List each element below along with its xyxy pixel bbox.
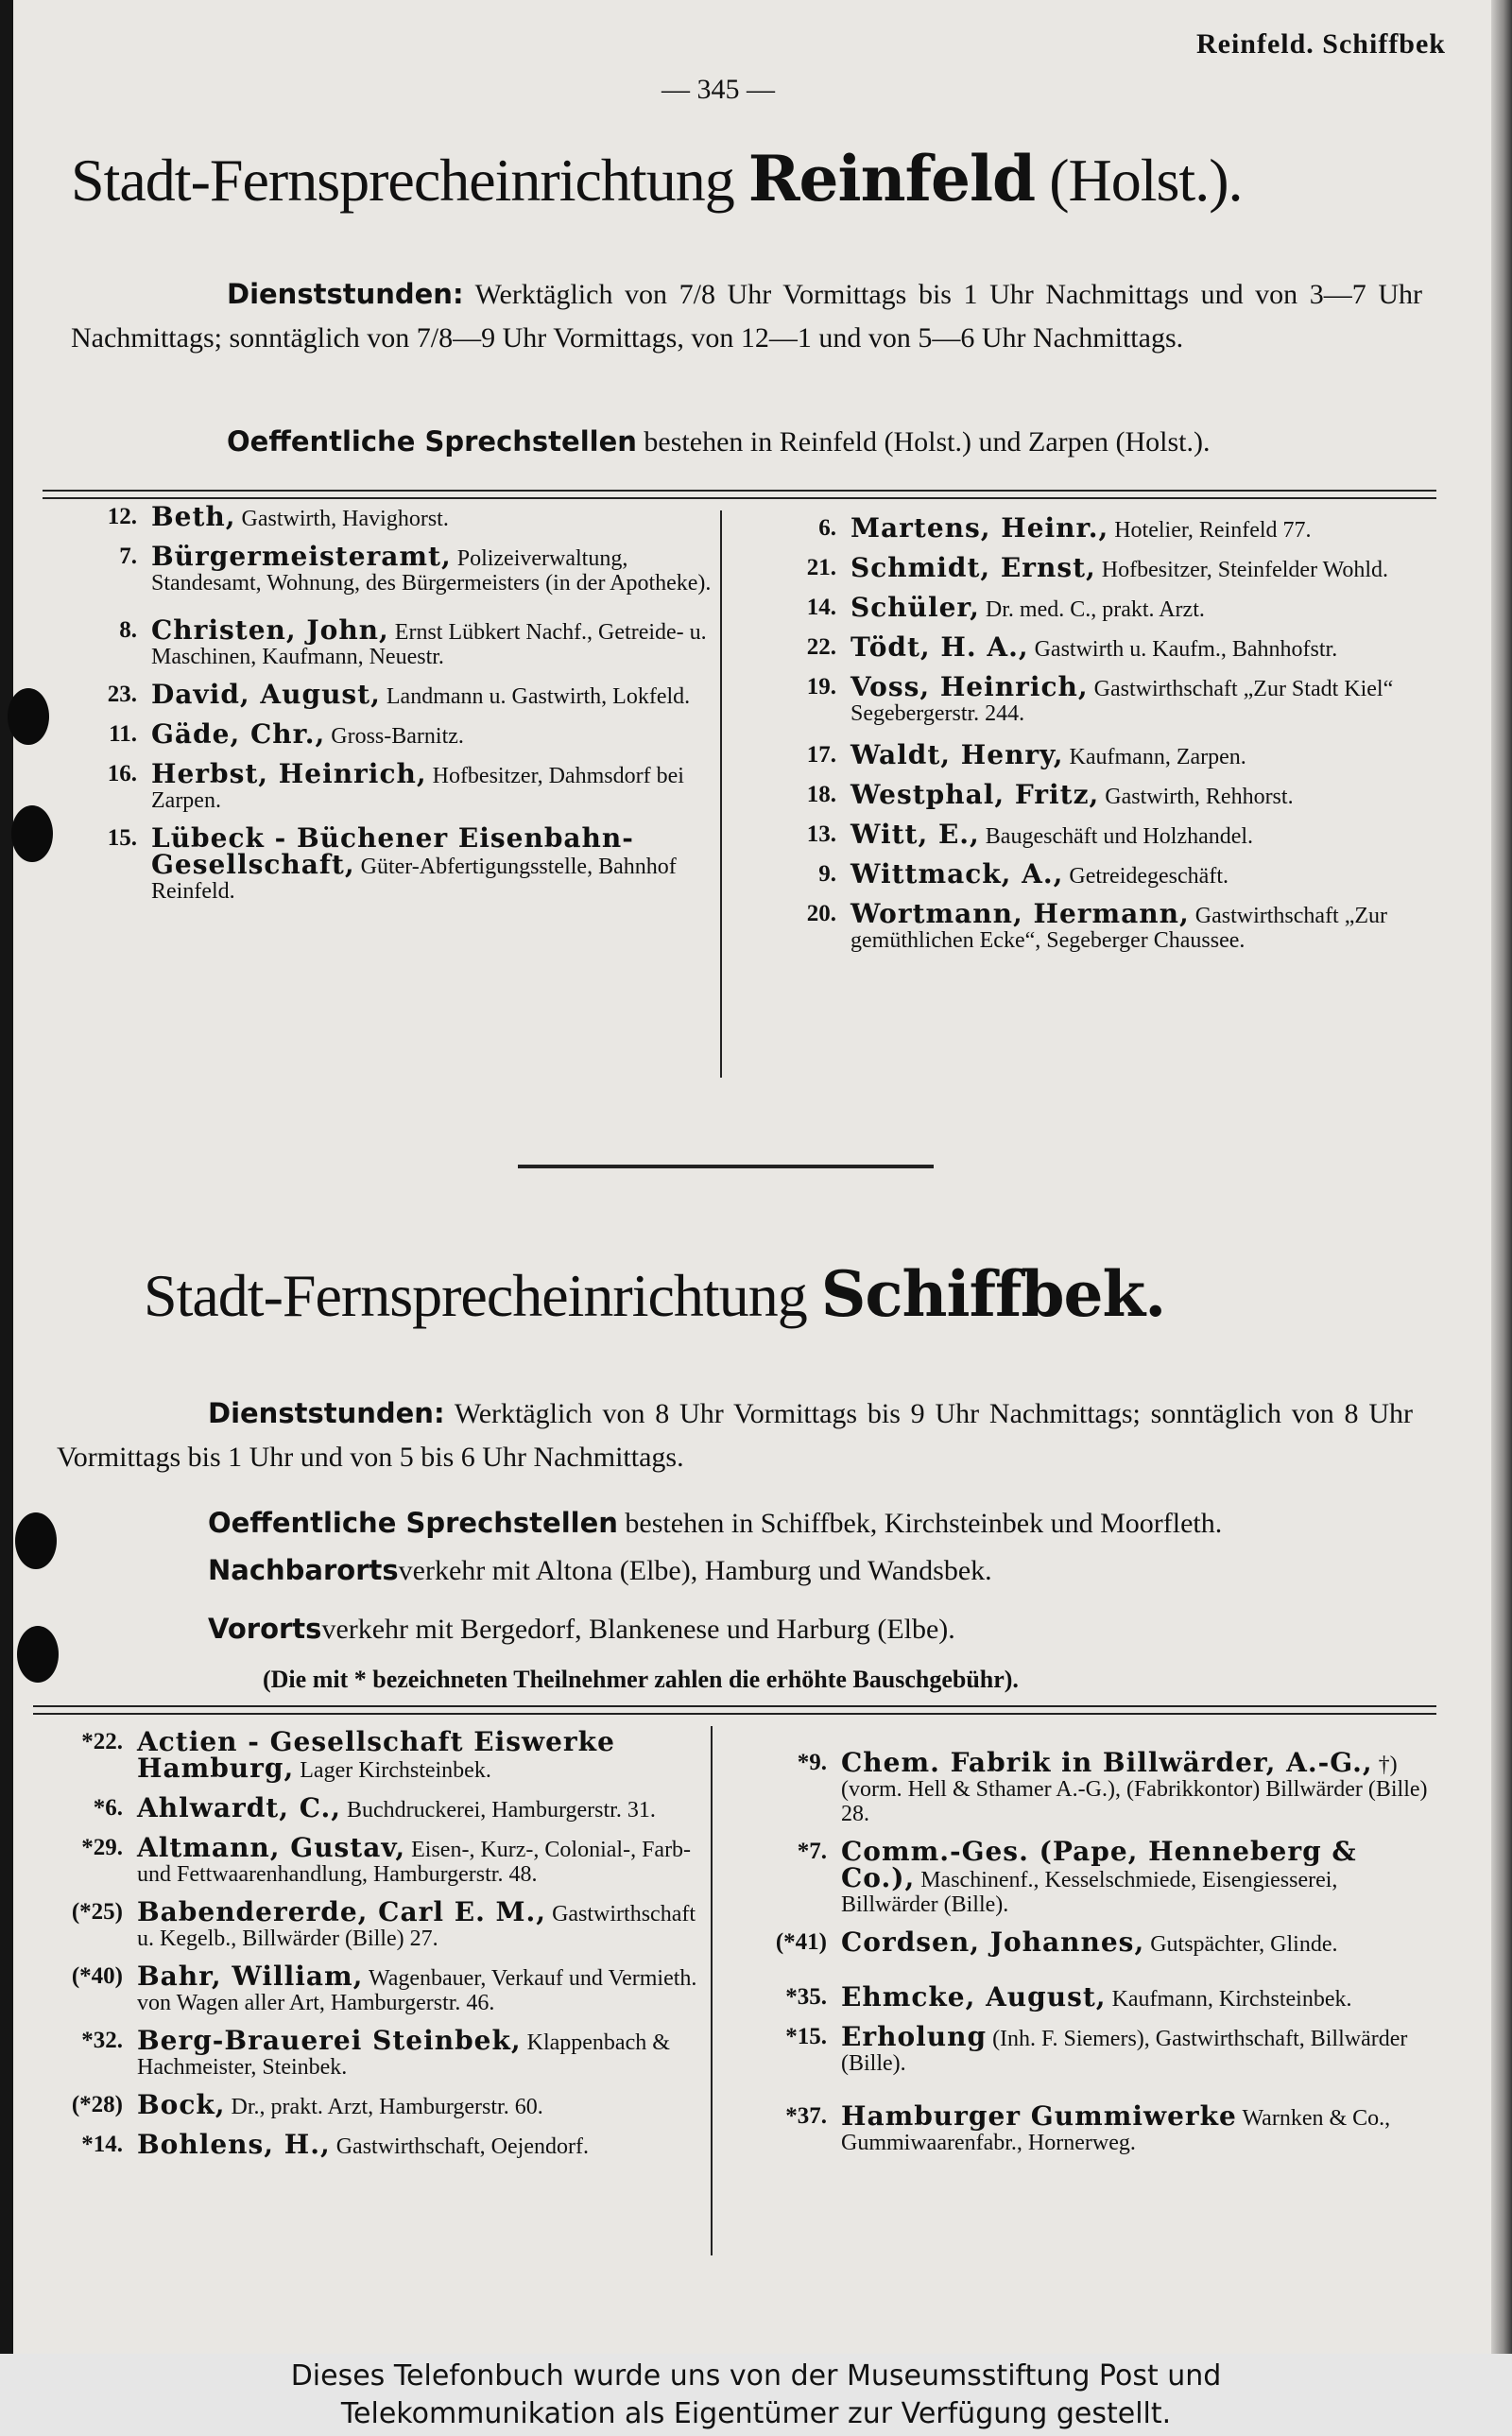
rule xyxy=(43,490,1436,492)
punch-hole xyxy=(15,1512,57,1569)
title-prefix: Stadt-Fernsprecheinrichtung xyxy=(144,1262,807,1329)
list-item: *9. Chem. Fabrik in Billwärder, A.-G., †) (vorm. Hell & Sthamer A.-G.), (Fabrikkontor) Billwärder (Bille) 28. xyxy=(797,1747,1428,1826)
schiffbek-title xyxy=(144,1257,1165,1331)
title-name: Schiffbek. xyxy=(820,1257,1166,1331)
list-item: 7. Bürgermeisteramt, Polizeiverwaltung, Standesamt, Wohnung, des Bürgermeisters (in der Apotheke). xyxy=(119,541,712,596)
schiffbek-left-column xyxy=(33,1726,706,2172)
hours-label: Dienststunden: xyxy=(227,278,464,310)
list-item: 14. Schüler, Dr. med. C., prakt. Arzt. xyxy=(806,592,1205,623)
list-item: 17. Waldt, Henry, Kaufmann, Zarpen. xyxy=(806,739,1246,770)
list-item: *29. Altmann, Gustav, Eisen-, Kurz-, Colonial-, Farb- und Fettwaarenhandlung, Hamburgerstr. 48. xyxy=(81,1832,692,1887)
public-text: bestehen in Schiffbek, Kirchsteinbek und Moorfleth. xyxy=(625,1508,1223,1539)
list-item: *14. Bohlens, H., Gastwirthschaft, Oejendorf. xyxy=(81,2129,589,2160)
hours-label: Dienststunden: xyxy=(208,1397,445,1429)
schiffbek-right-column xyxy=(737,1747,1432,2168)
list-item: 12. Beth, Gastwirth, Havighorst. xyxy=(107,501,449,532)
list-item: *32. Berg-Brauerei Steinbek, Klappenbach & Hachmeister, Steinbek. xyxy=(81,2025,670,2080)
list-item: 6. Martens, Heinr., Hotelier, Reinfeld 77. xyxy=(818,512,1312,544)
list-item: 18. Westphal, Fritz, Gastwirth, Rehhorst. xyxy=(806,779,1294,810)
list-item: 13. Witt, E., Baugeschäft und Holzhandel. xyxy=(806,819,1254,850)
scan-right-edge xyxy=(1491,0,1512,2354)
list-item: 16. Herbst, Heinrich, Hofbesitzer, Dahmsdorf bei Zarpen. xyxy=(107,758,684,813)
reinfeld-public xyxy=(227,420,1436,464)
list-item: 19. Voss, Heinrich, Gastwirthschaft „Zur Stadt Kiel“ Segebergerstr. 244. xyxy=(806,671,1394,726)
neighbor-text: verkehr mit Altona (Elbe), Hamburg und Wandsbek. xyxy=(398,1555,992,1586)
title-prefix: Stadt-Fernsprecheinrichtung xyxy=(71,147,734,214)
list-item: 20. Wortmann, Hermann, Gastwirthschaft „Zur gemüthlichen Ecke“, Segeberger Chaussee. xyxy=(806,898,1388,953)
public-label: Oeffentliche Sprechstellen xyxy=(227,425,637,458)
schiffbek-neighbor xyxy=(208,1548,1436,1593)
list-item: 21. Schmidt, Ernst, Hofbesitzer, Steinfelder Wohld. xyxy=(806,552,1389,583)
reinfeld-hours xyxy=(71,272,1422,360)
rule xyxy=(43,497,1436,499)
page-number: — 345 — xyxy=(662,74,775,105)
running-title: Reinfeld. Schiffbek xyxy=(1195,28,1446,60)
neighbor-label: Nachbarorts xyxy=(208,1554,399,1586)
rule xyxy=(33,1713,1436,1715)
column-divider xyxy=(711,1726,713,2255)
punch-hole xyxy=(17,1626,59,1683)
list-item: 11. Gäde, Chr., Gross-Barnitz. xyxy=(109,718,464,750)
section-divider xyxy=(518,1165,934,1168)
footer-line-1: Dieses Telefonbuch wurde uns von der Museumsstiftung Post und xyxy=(290,2359,1222,2393)
footer-line-2: Telekommunikation als Eigentümer zur Verfügung gestellt. xyxy=(340,2397,1172,2430)
list-item: 22. Tödt, H. A., Gastwirth u. Kaufm., Bahnhofstr. xyxy=(806,631,1338,663)
list-item: (*41) Cordsen, Johannes, Gutspächter, Glinde. xyxy=(775,1926,1338,1958)
list-item: (*40) Bahr, William, Wagenbauer, Verkauf und Vermieth. von Wagen aller Art, Hamburgerstr. 46. xyxy=(71,1961,697,2015)
rule xyxy=(33,1705,1436,1707)
hours-text: Werktäglich von 7/8 Uhr Vormittags bis 1 Uhr Nachmittags und von 3—7 Uhr Nachmittags; sonntäglich von 7/8—9 Uhr Vormittags, von 12—1 und von 5—6 Uhr Nachmittags. xyxy=(71,279,1422,354)
schiffbek-hours xyxy=(57,1391,1413,1479)
hours-text: Werktäglich von 8 Uhr Vormittags bis 9 Uhr Nachmittags; sonntäglich von 8 Uhr Vormittags bis 1 Uhr und von 5 bis 6 Uhr Nachmittags. xyxy=(57,1398,1413,1473)
title-name: Reinfeld xyxy=(747,142,1036,216)
list-item: *6. Ahlwardt, C., Buchdruckerei, Hamburgerstr. 31. xyxy=(93,1792,656,1823)
fee-note: (Die mit * bezeichneten Theilnehmer zahlen die erhöhte Bauschgebühr). xyxy=(263,1666,1019,1693)
list-item: *22. Actien - Gesellschaft Eiswerke Hamburg, Lager Kirchsteinbek. xyxy=(81,1726,615,1784)
scan-left-edge xyxy=(0,0,13,2354)
list-item: 15. Lübeck - Büchener Eisenbahn-Gesellschaft, Güter-Abfertigungsstelle, Bahnhof Reinfeld. xyxy=(107,822,677,904)
reinfeld-title xyxy=(71,142,1243,216)
list-item: (*28) Bock, Dr., prakt. Arzt, Hamburgerstr. 60. xyxy=(71,2089,543,2120)
attribution-footer xyxy=(0,2354,1512,2436)
list-item: *37. Hamburger Gummiwerke Warnken & Co., Gummiwaarenfabr., Hornerweg. xyxy=(785,2100,1391,2155)
public-text: bestehen in Reinfeld (Holst.) und Zarpen (Holst.). xyxy=(644,426,1211,458)
schiffbek-public xyxy=(208,1501,1436,1546)
list-item: 8. Christen, John, Ernst Lübkert Nachf., Getreide- u. Maschinen, Kaufmann, Neuestr. xyxy=(119,614,707,669)
reinfeld-right-column xyxy=(747,512,1436,966)
list-item: 23. David, August, Landmann u. Gastwirth, Lokfeld. xyxy=(107,679,691,710)
suburb-label: Vororts xyxy=(208,1613,322,1645)
title-suffix: (Holst.). xyxy=(1049,147,1243,214)
list-item: (*25) Babendererde, Carl E. M., Gastwirthschaft u. Kegelb., Billwärder (Bille) 27. xyxy=(71,1896,696,1951)
suburb-text: verkehr mit Bergedorf, Blankenese und Harburg (Elbe). xyxy=(321,1614,955,1645)
list-item: 9. Wittmack, A., Getreidegeschäft. xyxy=(818,858,1228,890)
schiffbek-suburb xyxy=(208,1607,1436,1651)
list-item: *35. Ehmcke, August, Kaufmann, Kirchsteinbek. xyxy=(785,1981,1352,2013)
public-label: Oeffentliche Sprechstellen xyxy=(208,1507,618,1539)
list-item: *15. Erholung (Inh. F. Siemers), Gastwirthschaft, Billwärder (Bille). xyxy=(785,2021,1408,2076)
punch-hole xyxy=(8,688,49,745)
column-divider xyxy=(720,510,722,1078)
list-item: *7. Comm.-Ges. (Pape, Henneberg & Co.), Maschinenf., Kesselschmiede, Eisengiesserei, Billwärder (Bille). xyxy=(797,1836,1357,1917)
reinfeld-left-column xyxy=(47,501,718,917)
